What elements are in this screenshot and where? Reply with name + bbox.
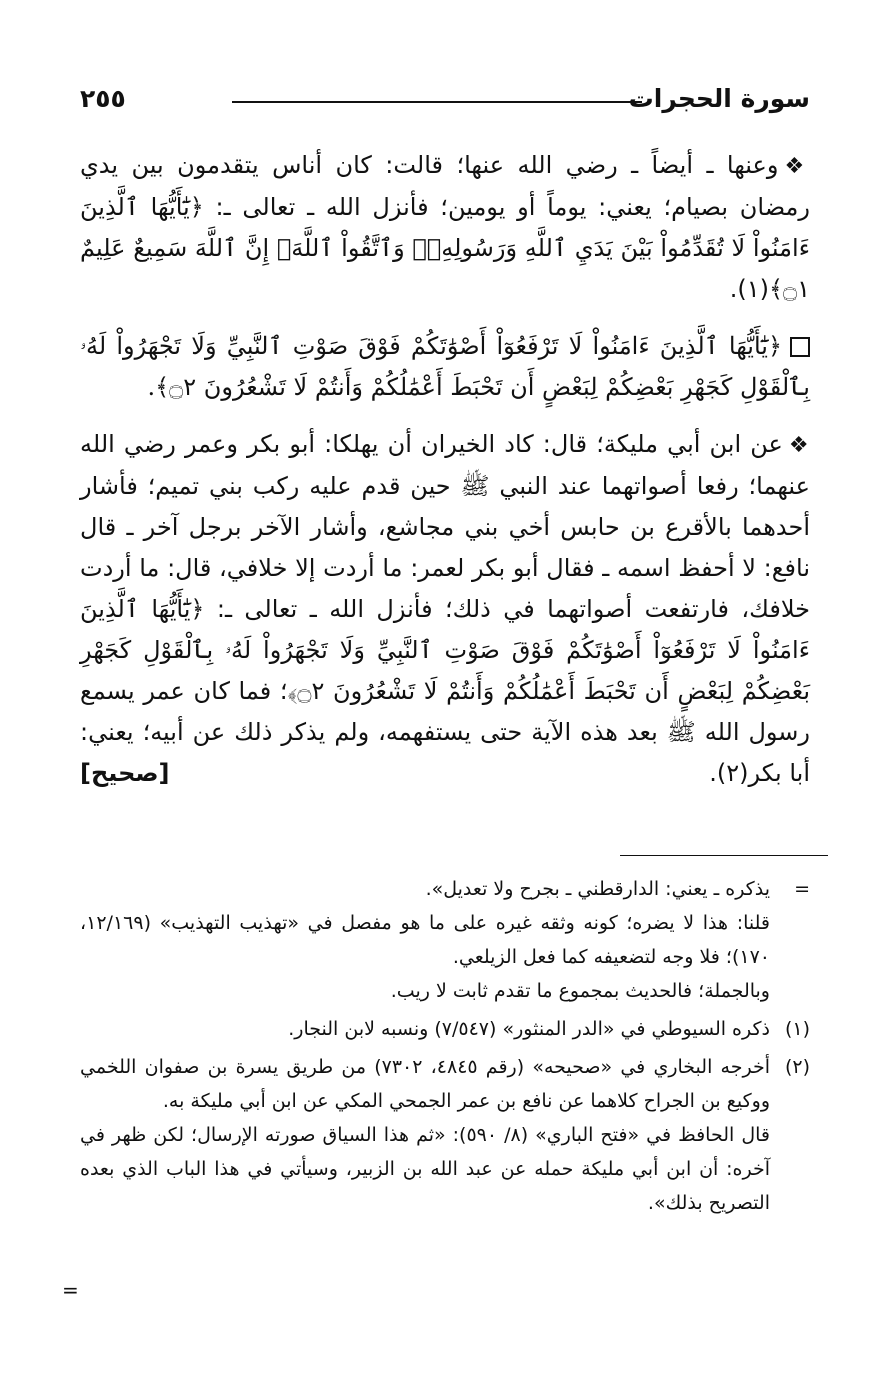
hadith-mark-icon: ❖ (784, 154, 810, 179)
hadith-paragraph-1 (80, 145, 810, 310)
footnote-line: قال الحافظ في «فتح الباري» (٨/ ٥٩٠): «ثم هذا السياق صورته الإرسال؛ لكن ظهر في آخره: أن ابن أبي مليكة حمله عن عبد الله بن الزبير، وسيأتي في هذا الباب الذي بعده التصريح بذلك». (80, 1124, 770, 1214)
footnote-label: = (794, 878, 810, 900)
hadith-mark-icon: ❖ (788, 433, 810, 458)
footnote-line: وبالجملة؛ فالحديث بمجموع ما تقدم ثابت لا ريب. (390, 980, 770, 1002)
continued-mark: = (62, 1278, 79, 1302)
footnote-line: ذكره السيوطي في «الدر المنثور» (٧/٥٤٧) ونسبه لابن النجار. (288, 1018, 770, 1040)
page-number: ٢٥٥ (80, 84, 126, 113)
footnote-line: يذكره ـ يعني: الدارقطني ـ بجرح ولا تعديل». (425, 878, 770, 900)
footnote-2 (80, 1050, 810, 1220)
hadith-text-2: عن ابن أبي مليكة؛ قال: كاد الخيران أن يهلكا: أبو بكر وعمر رضي الله عنهما؛ رفعا أصواتهما عند النبي ﷺ حين قدم عليه ركب بني تميم؛ فأشار أحدهما بالأقرع بن حابس أخي بني مجاشع، وأشار الآخر برجل آخر ـ قال نافع: لا أحفظ اسمه ـ فقال أبو بكر لعمر: ما أردت إلا خلافي، قال: ما أردت خلافك، فارتفعت أصواتهما في ذلك؛ فأنزل الله ـ تعالى ـ: ﴿يَٰٓأَيُّهَا ٱلَّذِينَ ءَامَنُواْ لَا تَرْفَعُوٓاْ أَصْوَٰتَكُمْ فَوْقَ صَوْتِ ٱلنَّبِيِّ وَلَا تَجْهَرُواْ لَهُۥ بِٱلْقَوْلِ كَجَهْرِ بَعْضِكُمْ لِبَعْضٍ أَن تَحْبَطَ أَعْمَٰلُكُمْ وَأَنتُمْ لَا تَشْعُرُونَ ۝٢﴾؛ فما كان عمر يسمع رسول الله ﷺ بعد هذه الآية حتى يستفهمه، ولم يذكر ذلك عن أبيه؛ يعني: أبا بكر(٢). (80, 430, 810, 787)
footnote-rule (620, 855, 828, 856)
footnote-1 (80, 1012, 810, 1046)
footnote-label: (٢) (784, 1056, 810, 1078)
footnote-line: قلنا: هذا لا يضره؛ كونه وثقه غيره على ما هو مفصل في «تهذيب التهذيب» (١٢/١٦٩، ١٧٠)؛ فلا وجه لتضعيفه كما فعل الزيلعي. (80, 912, 770, 968)
surah-title: سورة الحجرات (628, 84, 810, 113)
running-header (80, 84, 810, 124)
header-rule (232, 101, 642, 103)
verse-paragraph (80, 326, 810, 408)
footnote-line: أخرجه البخاري في «صحيحه» (رقم ٤٨٤٥، ٧٣٠٢) من طريق يسرة بن صفوان اللخمي ووكيع بن الجراح كلاهما عن نافع بن عمر الجمحي المكي عن ابن أبي مليكة به. (80, 1056, 770, 1112)
verse-box-icon (790, 337, 810, 357)
main-text (80, 145, 810, 810)
hadith-grade: [صحيح] (80, 759, 170, 787)
hadith-text-1: وعنها ـ أيضاً ـ رضي الله عنها؛ قالت: كان أناس يتقدمون بين يدي رمضان بصيام؛ يعني: يوماً أو يومين؛ فأنزل الله ـ تعالى ـ: ﴿يَٰٓأَيُّهَا ٱلَّذِينَ ءَامَنُواْ لَا تُقَدِّمُواْ بَيْنَ يَدَيِ ٱللَّهِ وَرَسُولِهِۦۖ وَٱتَّقُواْ ٱللَّهَۚ إِنَّ ٱللَّهَ سَمِيعٌ عَلِيمٌ ۝١﴾(١). (80, 151, 810, 303)
hadith-paragraph-2 (80, 424, 810, 794)
verse-text: ﴿يَٰٓأَيُّهَا ٱلَّذِينَ ءَامَنُواْ لَا تَرْفَعُوٓاْ أَصْوَٰتَكُمْ فَوْقَ صَوْتِ ٱلنَّبِيِّ وَلَا تَجْهَرُواْ لَهُۥ بِٱلْقَوْلِ كَجَهْرِ بَعْضِكُمْ لِبَعْضٍ أَن تَحْبَطَ أَعْمَٰلُكُمْ وَأَنتُمْ لَا تَشْعُرُونَ ۝٢﴾. (80, 332, 810, 401)
footnote-continued (80, 872, 810, 1008)
footnote-label: (١) (784, 1018, 810, 1040)
footnotes (80, 872, 810, 1224)
